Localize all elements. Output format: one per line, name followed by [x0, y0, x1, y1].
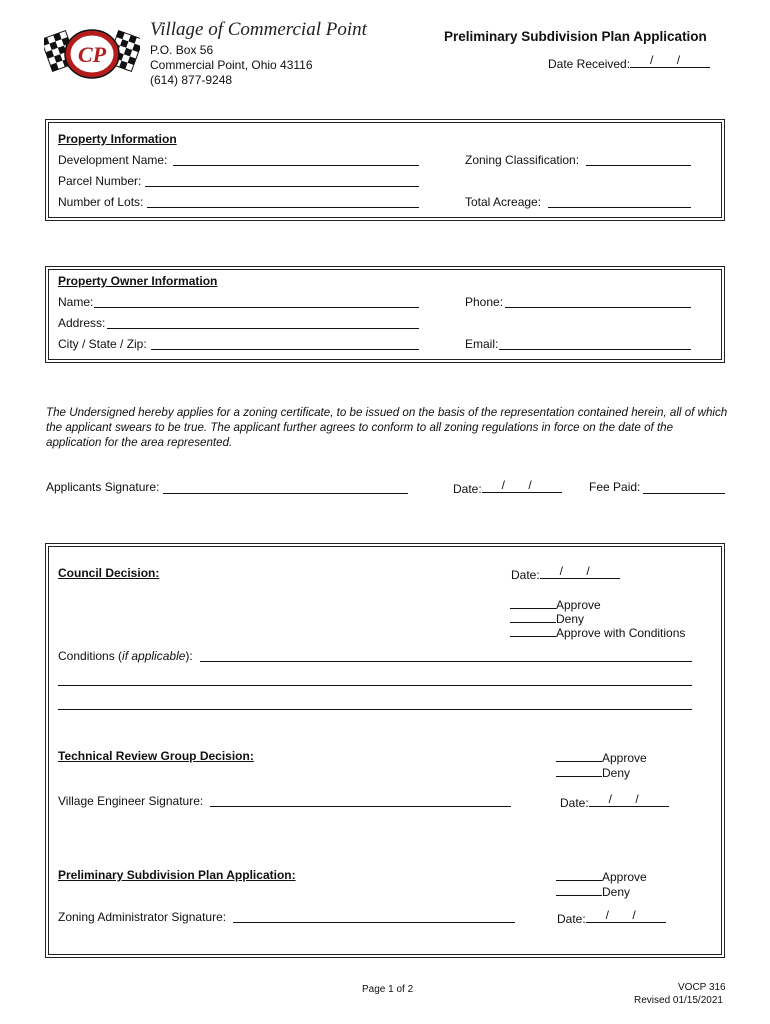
psp-application-heading: Preliminary Subdivision Plan Application: [58, 868, 296, 882]
property-information-heading: Property Information [58, 132, 177, 146]
owner-address-field[interactable] [107, 328, 419, 329]
page-number: Page 1 of 2 [362, 984, 414, 995]
council-approve-conditions-label: Approve with Conditions [556, 626, 686, 640]
psp-deny-blank[interactable] [556, 883, 602, 896]
date-slashes: / / [650, 53, 691, 67]
conditions-field-line2[interactable] [58, 685, 692, 686]
applicant-date [453, 480, 562, 496]
zoning-admin-date-field[interactable] [586, 910, 666, 923]
engineer-date-field[interactable] [589, 794, 669, 807]
psp-approve-option[interactable] [556, 868, 647, 884]
conditions-field-line3[interactable] [58, 709, 692, 710]
psp-approve-label: Approve [602, 870, 647, 884]
zoning-classification-field[interactable] [586, 165, 691, 166]
zoning-admin-date [557, 910, 666, 926]
applicant-date-label: Date: [453, 482, 482, 496]
form-title: Preliminary Subdivision Plan Application [444, 29, 707, 44]
applicant-statement: The Undersigned hereby applies for a zoning certificate, to be issued on the basis of the representation contained herein, all of which the applicant swears to be true. The applicant further agrees to conform to all zoning regulations in force on the date of the application for the area represented. [46, 406, 728, 449]
owner-name-label: Name: [58, 295, 94, 309]
date-received-label: Date Received: [548, 57, 631, 71]
form-code: VOCP 316 [678, 982, 726, 993]
applicant-signature-field[interactable] [163, 493, 408, 494]
owner-phone-field[interactable] [505, 307, 691, 308]
conditions-label-suffix: ): [185, 649, 193, 663]
council-decision-heading: Council Decision: [58, 566, 160, 580]
development-name-field[interactable] [173, 165, 419, 166]
fee-paid-label: Fee Paid: [589, 480, 641, 494]
village-engineer-signature-label: Village Engineer Signature: [58, 794, 204, 808]
council-approve-conditions-option[interactable] [510, 624, 685, 640]
village-logo [44, 22, 140, 86]
total-acreage-label: Total Acreage: [465, 195, 542, 209]
council-approve-conditions-blank[interactable] [510, 624, 556, 637]
owner-address-label: Address: [58, 316, 106, 330]
parcel-number-label: Parcel Number: [58, 174, 142, 188]
village-engineer-signature-field[interactable] [210, 806, 511, 807]
village-name: Village of Commercial Point [150, 19, 367, 40]
fee-paid-field[interactable] [643, 493, 725, 494]
owner-city-field[interactable] [151, 349, 419, 350]
trg-approve-option[interactable] [556, 749, 647, 765]
council-date [511, 566, 620, 582]
date-slashes: / / [605, 908, 646, 922]
property-owner-heading: Property Owner Information [58, 274, 218, 288]
owner-email-field[interactable] [499, 349, 691, 350]
phone-number: (614) 877-9248 [150, 73, 233, 87]
conditions-label-italic: if applicable [122, 649, 186, 663]
date-slashes: / / [501, 478, 542, 492]
zoning-administrator-signature-label: Zoning Administrator Signature: [58, 910, 227, 924]
total-acreage-field[interactable] [548, 207, 691, 208]
council-date-label: Date: [511, 568, 540, 582]
parcel-number-field[interactable] [145, 186, 419, 187]
trg-approve-label: Approve [602, 751, 647, 765]
trg-approve-blank[interactable] [556, 749, 602, 762]
zoning-classification-label: Zoning Classification: [465, 153, 580, 167]
revision-date: Revised 01/15/2021 [634, 995, 723, 1006]
svg-text:CP: CP [77, 42, 107, 67]
date-received-field[interactable] [630, 55, 710, 68]
owner-city-label: City / State / Zip: [58, 337, 147, 351]
trg-deny-option[interactable] [556, 764, 630, 780]
date-received [548, 55, 710, 71]
trg-deny-label: Deny [602, 766, 631, 780]
engineer-date [560, 794, 669, 810]
council-approve-label: Approve [556, 598, 601, 612]
engineer-date-label: Date: [560, 796, 589, 810]
psp-deny-label: Deny [602, 885, 631, 899]
date-slashes: / / [608, 792, 649, 806]
number-of-lots-label: Number of Lots: [58, 195, 144, 209]
conditions-label [58, 649, 193, 663]
conditions-field-line1[interactable] [200, 661, 692, 662]
zoning-administrator-signature-field[interactable] [233, 922, 515, 923]
trg-deny-blank[interactable] [556, 764, 602, 777]
council-deny-label: Deny [556, 612, 585, 626]
address-line2: Commercial Point, Ohio 43116 [150, 58, 313, 72]
development-name-label: Development Name: [58, 153, 168, 167]
owner-email-label: Email: [465, 337, 499, 351]
address-line1: P.O. Box 56 [150, 43, 214, 57]
number-of-lots-field[interactable] [147, 207, 419, 208]
applicant-date-field[interactable] [482, 480, 562, 493]
owner-phone-label: Phone: [465, 295, 504, 309]
date-slashes: / / [559, 564, 600, 578]
council-approve-blank[interactable] [510, 596, 556, 609]
council-deny-blank[interactable] [510, 610, 556, 623]
psp-deny-option[interactable] [556, 883, 630, 899]
psp-approve-blank[interactable] [556, 868, 602, 881]
trg-decision-heading: Technical Review Group Decision: [58, 749, 254, 763]
conditions-label-prefix: Conditions ( [58, 649, 123, 663]
applicant-signature-label: Applicants Signature: [46, 480, 160, 494]
owner-name-field[interactable] [94, 307, 419, 308]
council-date-field[interactable] [540, 566, 620, 579]
zoning-admin-date-label: Date: [557, 912, 586, 926]
